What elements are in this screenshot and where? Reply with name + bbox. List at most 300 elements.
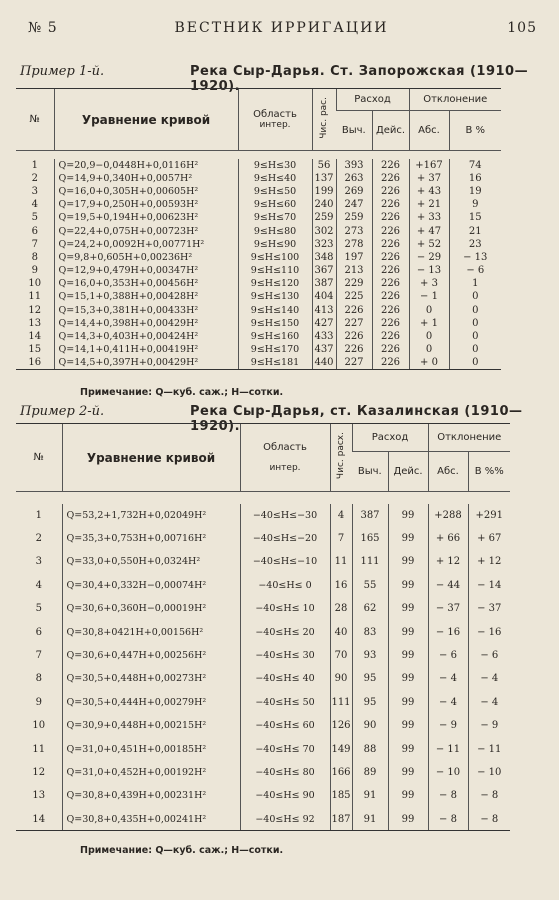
- table-row: [16, 238, 501, 251]
- dev-pct-cell: − 4: [468, 667, 510, 690]
- flow-calc-cell: 89: [352, 761, 388, 784]
- range-cell: 9≤Н≤80: [238, 224, 312, 237]
- table-row: [16, 264, 501, 277]
- flow-actual-cell: 99: [388, 737, 428, 760]
- range-cell: 9≤Н≤170: [238, 343, 312, 356]
- flow-actual-cell: 226: [372, 356, 409, 369]
- dev-abs-cell: + 21: [409, 198, 449, 211]
- flow-calc-cell: 227: [336, 356, 372, 369]
- chis-count-cell: 302: [312, 224, 336, 237]
- flow-actual-cell: 226: [372, 211, 409, 224]
- table-row: [16, 198, 501, 211]
- flow-calc-cell: 93: [352, 644, 388, 667]
- dev-pct-cell: 16: [449, 172, 501, 185]
- flow-calc-cell: 229: [336, 277, 372, 290]
- chis-count-cell: 149: [330, 737, 352, 760]
- equation-cell: Q=14,1+0,411Н+0,00419Н²: [54, 343, 238, 356]
- chis-count-cell: 166: [330, 761, 352, 784]
- flow-actual-cell: 226: [372, 304, 409, 317]
- range-cell: 9≤Н≤70: [238, 211, 312, 224]
- table-row: [16, 761, 510, 784]
- flow-actual-cell: 99: [388, 620, 428, 643]
- dev-abs-cell: − 8: [428, 784, 468, 807]
- table-row: [16, 304, 501, 317]
- range-cell: −40≤Н≤ 40: [240, 667, 330, 690]
- equation-cell: Q=30,9+0,448Н+0,00215Н²: [62, 714, 240, 737]
- flow-actual-cell: 99: [388, 644, 428, 667]
- flow-calc-cell: 62: [352, 597, 388, 620]
- dev-pct-cell: + 67: [468, 527, 510, 550]
- table-row: [16, 224, 501, 237]
- table-1-body: [16, 159, 501, 370]
- equation-cell: Q=12,9+0,479Н+0,00347Н²: [54, 264, 238, 277]
- equation-cell: Q=53,2+1,732Н+0,02049Н²: [62, 504, 240, 527]
- chis-count-cell: 413: [312, 304, 336, 317]
- flow-actual-cell: 99: [388, 667, 428, 690]
- page-number: 105: [507, 20, 537, 36]
- flow-calc-cell: 111: [352, 550, 388, 573]
- flow-calc-cell: 95: [352, 691, 388, 714]
- chis-count-cell: 7: [330, 527, 352, 550]
- flow-calc-cell: 226: [336, 343, 372, 356]
- dev-abs-cell: − 37: [428, 597, 468, 620]
- equation-cell: Q=35,3+0,753Н+0,00716Н²: [62, 527, 240, 550]
- col-chis: [312, 89, 336, 151]
- table-row: [16, 251, 501, 264]
- flow-actual-cell: 226: [372, 198, 409, 211]
- equation-cell: Q=20,9−0,0448Н+0,0116Н²: [54, 159, 238, 172]
- chis-count-cell: 185: [330, 784, 352, 807]
- row-num-cell: 10: [32, 720, 46, 732]
- row-num-cell: 11: [28, 291, 42, 303]
- dev-abs-cell: +167: [409, 159, 449, 172]
- col2-calc: Выч.: [352, 452, 388, 492]
- row-num-cell: 16: [16, 356, 54, 369]
- col-equation: Уравнение кривой: [54, 89, 238, 151]
- row-num-cell: 4: [35, 579, 42, 591]
- chis-count-cell: 404: [312, 290, 336, 303]
- dev-pct-cell: − 14: [468, 574, 510, 597]
- col-flow: Расход: [336, 89, 409, 111]
- dev-abs-cell: + 43: [409, 185, 449, 198]
- table-example-1: [16, 88, 501, 370]
- chis-count-cell: 323: [312, 238, 336, 251]
- flow-actual-cell: 99: [388, 574, 428, 597]
- col2-deviation: Отклонение: [428, 424, 510, 452]
- dev-pct-cell: +291: [468, 504, 510, 527]
- dev-pct-cell: 0: [449, 290, 501, 303]
- flow-actual-cell: 226: [372, 317, 409, 330]
- dev-pct-cell: 0: [449, 304, 501, 317]
- table-2-note: Примечание: Q—куб. саж.; Н—сотки.: [80, 845, 284, 856]
- chis-count-cell: 40: [330, 620, 352, 643]
- dev-abs-cell: + 1: [409, 317, 449, 330]
- chis-count-cell: 4: [330, 504, 352, 527]
- flow-actual-cell: 226: [372, 290, 409, 303]
- range-cell: −40≤Н≤ 70: [240, 737, 330, 760]
- flow-actual-cell: 226: [372, 224, 409, 237]
- flow-actual-cell: 226: [372, 277, 409, 290]
- example-2-river: Река Сыр-Дарья, ст. Казалинская (1910—1920).: [190, 404, 523, 434]
- col-area-line1: Область: [253, 109, 297, 120]
- range-cell: 9≤Н≤181: [238, 356, 312, 369]
- chis-count-cell: 111: [330, 691, 352, 714]
- chis-count-cell: 440: [312, 356, 336, 369]
- table-row: [16, 691, 510, 714]
- table-example-2: [16, 423, 510, 831]
- col2-area-line1: Область: [263, 442, 307, 453]
- col2-abs: Абс.: [428, 452, 468, 492]
- equation-cell: Q=31,0+0,452Н+0,00192Н²: [62, 761, 240, 784]
- table-row: [16, 290, 501, 303]
- table-row: [16, 504, 510, 527]
- range-cell: −40≤Н≤ 90: [240, 784, 330, 807]
- dev-abs-cell: − 29: [409, 251, 449, 264]
- flow-actual-cell: 226: [372, 343, 409, 356]
- equation-cell: Q=33,0+0,550Н+0,0324Н²: [62, 550, 240, 573]
- example-2-title: [20, 404, 545, 434]
- range-cell: −40≤Н≤ 10: [240, 597, 330, 620]
- chis-count-cell: 240: [312, 198, 336, 211]
- chis-count-cell: 348: [312, 251, 336, 264]
- flow-calc-cell: 273: [336, 224, 372, 237]
- example-2-label: Пример 2-й.: [20, 404, 105, 419]
- col-abs: Абс.: [409, 111, 449, 151]
- flow-actual-cell: 99: [388, 761, 428, 784]
- dev-abs-cell: − 11: [428, 737, 468, 760]
- table-row: [16, 784, 510, 807]
- col-num: №: [16, 89, 54, 151]
- chis-count-cell: 11: [330, 550, 352, 573]
- dev-abs-cell: − 9: [428, 714, 468, 737]
- example-1-label: Пример 1-й.: [20, 64, 105, 79]
- dev-abs-cell: − 16: [428, 620, 468, 643]
- example-1-river: Река Сыр-Дарья. Ст. Запорожская (1910—1920).: [190, 64, 529, 94]
- dev-pct-cell: 9: [449, 198, 501, 211]
- dev-abs-cell: − 10: [428, 761, 468, 784]
- flow-calc-cell: 95: [352, 667, 388, 690]
- equation-cell: Q=15,3+0,381Н+0,00433Н²: [54, 304, 238, 317]
- flow-actual-cell: 99: [388, 597, 428, 620]
- flow-calc-cell: 90: [352, 714, 388, 737]
- row-num-cell: 8: [35, 673, 42, 685]
- row-num-cell: 3: [31, 185, 38, 197]
- range-cell: −40≤Н≤ 20: [240, 620, 330, 643]
- table-row: [16, 667, 510, 690]
- col2-pct: В %%: [468, 452, 510, 492]
- table-row: [16, 527, 510, 550]
- chis-count-cell: 427: [312, 317, 336, 330]
- row-num-cell: 12: [32, 766, 46, 778]
- dev-pct-cell: 0: [449, 317, 501, 330]
- range-cell: 9≤Н≤60: [238, 198, 312, 211]
- dev-pct-cell: − 9: [468, 714, 510, 737]
- chis-count-cell: 28: [330, 597, 352, 620]
- flow-actual-cell: 226: [372, 264, 409, 277]
- dev-pct-cell: 19: [449, 185, 501, 198]
- equation-cell: Q=30,6+0,447Н+0,00256Н²: [62, 644, 240, 667]
- col2-flow: Расход: [352, 424, 428, 452]
- equation-cell: Q=15,1+0,388Н+0,00428Н²: [54, 290, 238, 303]
- row-num-cell: 15: [28, 344, 42, 356]
- chis-count-cell: 16: [330, 574, 352, 597]
- table-2-body: [16, 504, 510, 831]
- equation-cell: Q=14,3+0,403Н+0,00424Н²: [54, 330, 238, 343]
- dev-abs-cell: − 4: [428, 667, 468, 690]
- flow-actual-cell: 99: [388, 808, 428, 831]
- row-num-cell: 6: [35, 626, 42, 638]
- flow-calc-cell: 83: [352, 620, 388, 643]
- col-chis-label: Чис. рас.: [319, 97, 329, 139]
- flow-calc-cell: 247: [336, 198, 372, 211]
- col2-area: [240, 424, 330, 492]
- flow-calc-cell: 259: [336, 211, 372, 224]
- range-cell: −40≤Н≤ 60: [240, 714, 330, 737]
- table-row: [16, 574, 510, 597]
- range-cell: −40≤Н≤ 80: [240, 761, 330, 784]
- flow-calc-cell: 226: [336, 330, 372, 343]
- flow-calc-cell: 393: [336, 159, 372, 172]
- table-row: [16, 343, 501, 356]
- dev-abs-cell: +288: [428, 504, 468, 527]
- equation-cell: Q=14,9+0,340Н+0,0057Н²: [54, 172, 238, 185]
- dev-pct-cell: 15: [449, 211, 501, 224]
- range-cell: 9≤Н≤150: [238, 317, 312, 330]
- dev-abs-cell: + 37: [409, 172, 449, 185]
- dev-pct-cell: 1: [449, 277, 501, 290]
- equation-cell: Q=30,5+0,444Н+0,00279Н²: [62, 691, 240, 714]
- equation-cell: Q=24,2+0,0092Н+0,00771Н²: [54, 238, 238, 251]
- range-cell: 9≤Н≤90: [238, 238, 312, 251]
- col-pct: В %: [449, 111, 501, 151]
- dev-pct-cell: − 37: [468, 597, 510, 620]
- chis-count-cell: 259: [312, 211, 336, 224]
- row-num-cell: 1: [35, 509, 42, 521]
- dev-pct-cell: − 16: [468, 620, 510, 643]
- equation-cell: Q=9,8+0,605Н+0,00236Н²: [54, 251, 238, 264]
- chis-count-cell: 437: [312, 343, 336, 356]
- flow-actual-cell: 99: [388, 784, 428, 807]
- col-area: [238, 89, 312, 151]
- col2-area-line2: интер.: [269, 463, 301, 473]
- dev-abs-cell: + 47: [409, 224, 449, 237]
- dev-abs-cell: − 1: [409, 290, 449, 303]
- flow-actual-cell: 226: [372, 172, 409, 185]
- row-num-cell: 1: [31, 159, 38, 171]
- flow-calc-cell: 91: [352, 784, 388, 807]
- col2-equation: Уравнение кривой: [62, 424, 240, 492]
- flow-actual-cell: 99: [388, 714, 428, 737]
- equation-cell: Q=30,8+0421Н+0,00156Н²: [62, 620, 240, 643]
- chis-count-cell: 90: [330, 667, 352, 690]
- dev-pct-cell: − 13: [449, 251, 501, 264]
- row-num-cell: 6: [31, 225, 38, 237]
- row-num-cell: 13: [28, 317, 42, 329]
- equation-cell: Q=30,8+0,435Н+0,00241Н²: [62, 808, 240, 831]
- row-num-cell: 9: [35, 696, 42, 708]
- col2-actual: Дейс.: [388, 452, 428, 492]
- flow-calc-cell: 197: [336, 251, 372, 264]
- flow-calc-cell: 213: [336, 264, 372, 277]
- col-actual: Дейс.: [372, 111, 409, 151]
- flow-calc-cell: 225: [336, 290, 372, 303]
- table-row: [16, 277, 501, 290]
- dev-pct-cell: 23: [449, 238, 501, 251]
- table-row: [16, 597, 510, 620]
- dev-abs-cell: 0: [409, 330, 449, 343]
- table-row: [16, 620, 510, 643]
- chis-count-cell: 367: [312, 264, 336, 277]
- equation-cell: Q=30,4+0,332Н−0,00074Н²: [62, 574, 240, 597]
- equation-cell: Q=30,5+0,448Н+0,00273Н²: [62, 667, 240, 690]
- row-num-cell: 9: [31, 265, 38, 277]
- row-num-cell: 13: [32, 790, 46, 802]
- flow-calc-cell: 226: [336, 304, 372, 317]
- row-num-cell: 7: [31, 238, 38, 250]
- dev-abs-cell: + 12: [428, 550, 468, 573]
- flow-actual-cell: 226: [372, 185, 409, 198]
- dev-pct-cell: 0: [449, 330, 501, 343]
- equation-cell: Q=30,6+0,360Н−0,00019Н²: [62, 597, 240, 620]
- dev-abs-cell: − 8: [428, 808, 468, 831]
- issue-number: № 5: [28, 20, 58, 36]
- dev-abs-cell: + 3: [409, 277, 449, 290]
- chis-count-cell: 187: [330, 808, 352, 831]
- equation-cell: Q=30,8+0,439Н+0,00231Н²: [62, 784, 240, 807]
- range-cell: −40≤Н≤ 50: [240, 691, 330, 714]
- dev-abs-cell: − 6: [428, 644, 468, 667]
- table-row: [16, 185, 501, 198]
- row-num-cell: 2: [35, 533, 42, 545]
- chis-count-cell: 126: [330, 714, 352, 737]
- table-row: [16, 714, 510, 737]
- equation-cell: Q=17,9+0,250Н+0,00593Н²: [54, 198, 238, 211]
- chis-count-cell: 70: [330, 644, 352, 667]
- flow-calc-cell: 88: [352, 737, 388, 760]
- dev-pct-cell: − 8: [468, 808, 510, 831]
- flow-calc-cell: 165: [352, 527, 388, 550]
- equation-cell: Q=19,5+0,194Н+0,00623Н²: [54, 211, 238, 224]
- range-cell: 9≤Н≤30: [238, 159, 312, 172]
- dev-pct-cell: 21: [449, 224, 501, 237]
- dev-abs-cell: − 44: [428, 574, 468, 597]
- dev-pct-cell: 0: [449, 343, 501, 356]
- range-cell: 9≤Н≤160: [238, 330, 312, 343]
- dev-pct-cell: + 12: [468, 550, 510, 573]
- dev-abs-cell: 0: [409, 304, 449, 317]
- col-area-line2: интер.: [259, 120, 291, 130]
- range-cell: −40≤Н≤−20: [240, 527, 330, 550]
- row-num-cell: 8: [31, 251, 38, 263]
- chis-count-cell: 56: [312, 159, 336, 172]
- row-num-cell: 2: [31, 172, 38, 184]
- flow-calc-cell: 278: [336, 238, 372, 251]
- range-cell: 9≤Н≤140: [238, 304, 312, 317]
- table-1-note: Примечание: Q—куб. саж.; Н—сотки.: [80, 387, 284, 398]
- range-cell: 9≤Н≤110: [238, 264, 312, 277]
- range-cell: 9≤Н≤40: [238, 172, 312, 185]
- dev-abs-cell: − 4: [428, 691, 468, 714]
- dev-pct-cell: − 11: [468, 737, 510, 760]
- table-row: [16, 356, 501, 369]
- chis-count-cell: 433: [312, 330, 336, 343]
- col2-chis-label: Чис. расх.: [336, 432, 346, 480]
- equation-cell: Q=14,5+0,397Н+0,00429Н²: [54, 356, 238, 369]
- flow-actual-cell: 226: [372, 159, 409, 172]
- equation-cell: Q=16,0+0,353Н+0,00456Н²: [54, 277, 238, 290]
- row-num-cell: 11: [32, 743, 46, 755]
- flow-actual-cell: 99: [388, 550, 428, 573]
- table-row: [16, 172, 501, 185]
- dev-pct-cell: − 8: [468, 784, 510, 807]
- range-cell: 9≤Н≤50: [238, 185, 312, 198]
- journal-title: ВЕСТНИК ИРРИГАЦИИ: [174, 20, 389, 36]
- equation-cell: Q=31,0+0,451Н+0,00185Н²: [62, 737, 240, 760]
- table-row: [16, 737, 510, 760]
- running-header: [18, 20, 545, 42]
- row-num-cell: 7: [35, 650, 42, 662]
- chis-count-cell: 137: [312, 172, 336, 185]
- col2-chis: [330, 424, 352, 492]
- table-row: [16, 808, 510, 831]
- flow-calc-cell: 263: [336, 172, 372, 185]
- dev-pct-cell: − 6: [449, 264, 501, 277]
- dev-pct-cell: 74: [449, 159, 501, 172]
- range-cell: 9≤Н≤130: [238, 290, 312, 303]
- equation-cell: Q=16,0+0,305Н+0,00605Н²: [54, 185, 238, 198]
- dev-pct-cell: − 10: [468, 761, 510, 784]
- flow-actual-cell: 99: [388, 527, 428, 550]
- flow-actual-cell: 99: [388, 504, 428, 527]
- row-num-cell: 12: [28, 304, 42, 316]
- dev-abs-cell: + 66: [428, 527, 468, 550]
- col2-num: №: [16, 424, 62, 492]
- table-row: [16, 644, 510, 667]
- col-calc: Выч.: [336, 111, 372, 151]
- row-num-cell: 5: [35, 603, 42, 615]
- flow-calc-cell: 91: [352, 808, 388, 831]
- table-row: [16, 211, 501, 224]
- chis-count-cell: 387: [312, 277, 336, 290]
- row-num-cell: 10: [28, 278, 42, 290]
- dev-abs-cell: 0: [409, 343, 449, 356]
- row-num-cell: 5: [31, 212, 38, 224]
- dev-abs-cell: − 13: [409, 264, 449, 277]
- range-cell: −40≤Н≤ 0: [240, 574, 330, 597]
- example-1-title: [20, 64, 545, 94]
- row-num-cell: 3: [35, 556, 42, 568]
- row-num-cell: 14: [16, 808, 62, 831]
- dev-abs-cell: + 52: [409, 238, 449, 251]
- row-num-cell: 4: [31, 199, 38, 211]
- table-row: [16, 159, 501, 172]
- flow-calc-cell: 227: [336, 317, 372, 330]
- chis-count-cell: 199: [312, 185, 336, 198]
- flow-calc-cell: 269: [336, 185, 372, 198]
- flow-actual-cell: 226: [372, 330, 409, 343]
- range-cell: 9≤Н≤100: [238, 251, 312, 264]
- range-cell: −40≤Н≤−10: [240, 550, 330, 573]
- table-row: [16, 330, 501, 343]
- range-cell: −40≤Н≤ 92: [240, 808, 330, 831]
- flow-calc-cell: 387: [352, 504, 388, 527]
- flow-actual-cell: 226: [372, 251, 409, 264]
- range-cell: −40≤Н≤−30: [240, 504, 330, 527]
- range-cell: −40≤Н≤ 30: [240, 644, 330, 667]
- equation-cell: Q=14,4+0,398Н+0,00429Н²: [54, 317, 238, 330]
- col-deviation: Отклонение: [409, 89, 501, 111]
- dev-pct-cell: − 4: [468, 691, 510, 714]
